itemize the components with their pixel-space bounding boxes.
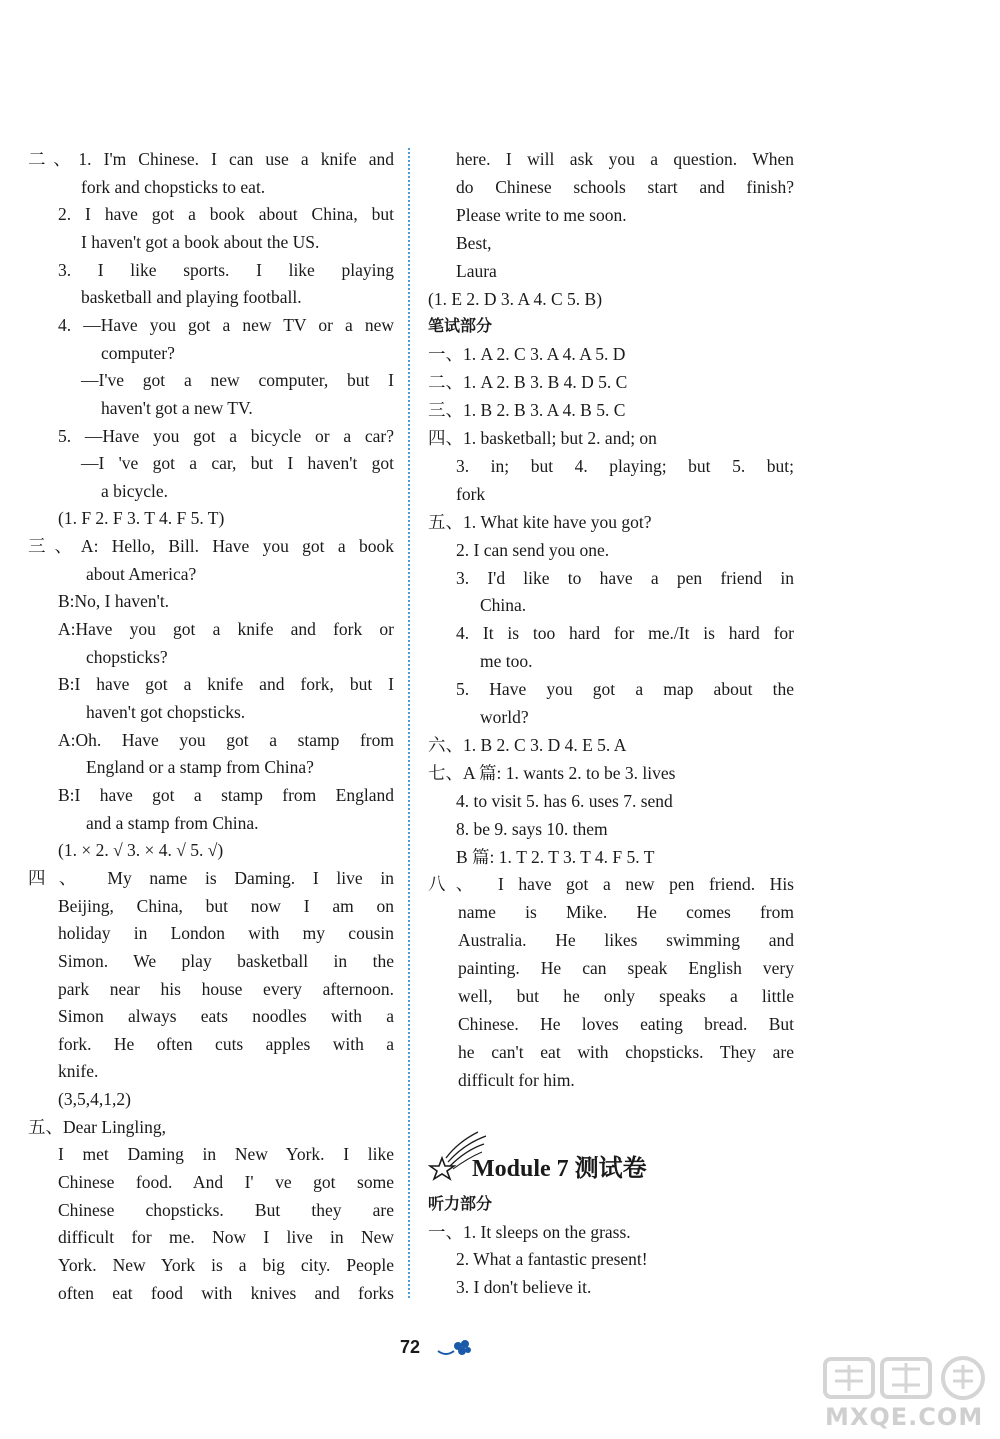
answer-line: China. xyxy=(480,595,527,616)
answer-line: I met Daming in New York. I like xyxy=(58,1144,394,1165)
answer-line: fork. He often cuts apples with a xyxy=(58,1033,394,1054)
answer-line: difficult for him. xyxy=(458,1069,575,1090)
answer-line: holiday in London with my cousin xyxy=(58,923,394,944)
answer-line: (1. E 2. D 3. A 4. C 5. B) xyxy=(428,288,603,309)
answer-line: Chinese food. And I' ve got some xyxy=(58,1172,394,1193)
flower-ornament-icon xyxy=(436,1337,472,1359)
answer-line: haven't got a new TV. xyxy=(101,397,253,418)
answer-line: 听力部分 xyxy=(428,1194,493,1213)
answer-line: B:No, I haven't. xyxy=(58,591,170,612)
answer-line: 三、1. B 2. B 3. A 4. B 5. C xyxy=(428,400,626,421)
watermark-site: MXQE.COM xyxy=(825,1403,984,1431)
watermark-logo-icon xyxy=(820,1355,995,1400)
answer-line: 四、1. basketball; but 2. and; on xyxy=(428,428,657,448)
answer-line: 五、Dear Lingling, xyxy=(28,1116,167,1137)
answer-line: (1. × 2. √ 3. × 4. √ 5. √) xyxy=(58,840,224,861)
answer-line: B:I have got a knife and fork, but I xyxy=(58,674,394,695)
column-divider xyxy=(408,148,410,1298)
answer-line: do Chinese schools start and finish? xyxy=(456,176,794,197)
module-heading xyxy=(428,1128,794,1188)
answer-line: (1. F 2. F 3. T 4. F 5. T) xyxy=(58,508,225,529)
answer-line: Australia. He likes swimming and xyxy=(458,930,794,951)
answer-line: Simon. We play basketball in the xyxy=(58,950,394,971)
answer-line: 三、A: Hello, Bill. Have you got a book xyxy=(28,536,394,557)
answer-line: haven't got chopsticks. xyxy=(86,702,246,722)
answer-line: 二、1. I'm Chinese. I can use a knife and xyxy=(28,149,394,169)
answer-line: 八、 I have got a new pen friend. His xyxy=(428,874,794,895)
answer-line: about America? xyxy=(86,563,197,584)
answer-line: fork xyxy=(456,483,486,504)
answer-line: 七、A 篇: 1. wants 2. to be 3. lives xyxy=(428,762,676,783)
answer-line: chopsticks? xyxy=(86,646,168,667)
answer-line: park near his house every afternoon. xyxy=(58,978,394,999)
answer-line: 一、1. A 2. C 3. A 4. A 5. D xyxy=(428,344,626,365)
answer-line: 3. in; but 4. playing; but 5. but; xyxy=(456,455,794,476)
answer-line: Simon always eats noodles with a xyxy=(58,1006,394,1027)
answer-line: —I've got a new computer, but I xyxy=(81,370,394,391)
answer-line: well, but he only speaks a little xyxy=(458,986,794,1006)
page-number: 72 xyxy=(400,1337,421,1357)
answer-line: 2. I can send you one. xyxy=(456,539,610,560)
answer-line: Laura xyxy=(456,260,497,281)
answer-line: 六、1. B 2. C 3. D 4. E 5. A xyxy=(428,734,627,755)
answer-line: me too. xyxy=(480,651,533,672)
answer-line: 3. I like sports. I like playing xyxy=(58,259,394,280)
answer-line: often eat food with knives and forks xyxy=(58,1282,394,1303)
answer-line: Beijing, China, but now I am on xyxy=(58,895,394,916)
answer-line: 4. —Have you got a new TV or a new xyxy=(58,314,394,335)
answer-line: basketball and playing football. xyxy=(81,287,302,308)
answer-line: 2. I have got a book about China, but xyxy=(58,204,394,225)
answer-line: he can't eat with chopsticks. They are xyxy=(458,1041,794,1062)
answer-line: 笔试部分 xyxy=(428,316,493,336)
answer-line: 二、1. A 2. B 3. B 4. D 5. C xyxy=(428,372,628,393)
module-title: Module 7 测试卷 xyxy=(472,1156,647,1182)
answer-line: 3. I don't believe it. xyxy=(456,1276,592,1297)
answer-line: here. I will ask you a question. When xyxy=(456,149,794,169)
answer-line: England or a stamp from China? xyxy=(86,757,314,778)
answer-line: Chinese chopsticks. But they are xyxy=(58,1199,394,1220)
answer-line: Best, xyxy=(456,232,492,253)
watermark xyxy=(820,1355,995,1435)
answer-line: 2. What a fantastic present! xyxy=(456,1249,648,1269)
answer-line: 5. —Have you got a bicycle or a car? xyxy=(58,425,394,446)
answer-line: Chinese. He loves eating bread. But xyxy=(458,1013,794,1034)
answer-line: A:Oh. Have you got a stamp from xyxy=(58,729,394,750)
answer-line: 一、1. It sleeps on the grass. xyxy=(428,1221,631,1242)
answer-line: (3,5,4,1,2) xyxy=(58,1089,131,1110)
answer-line: 8. be 9. says 10. them xyxy=(456,818,608,839)
answer-line: and a stamp from China. xyxy=(86,812,259,833)
answer-line: 四、 My name is Daming. I live in xyxy=(28,867,394,888)
answer-line: Please write to me soon. xyxy=(456,204,627,225)
answer-line: name is Mike. He comes from xyxy=(458,902,794,923)
answer-line: —I 've got a car, but I haven't got xyxy=(81,453,394,474)
answer-line: B 篇: 1. T 2. T 3. T 4. F 5. T xyxy=(456,846,655,867)
answer-line: B:I have got a stamp from England xyxy=(58,784,394,805)
answer-line: 4. It is too hard for me./It is hard for xyxy=(456,623,794,644)
answer-line: 五、1. What kite have you got? xyxy=(428,511,652,532)
answer-line: fork and chopsticks to eat. xyxy=(81,176,266,197)
answer-line: 5. Have you got a map about the xyxy=(456,679,794,700)
answer-line: A:Have you got a knife and fork or xyxy=(58,619,394,640)
answer-line: difficult for me. Now I live in New xyxy=(58,1227,394,1248)
answer-line: world? xyxy=(480,707,529,727)
answer-line: 4. to visit 5. has 6. uses 7. send xyxy=(456,790,673,811)
answer-line: York. New York is a big city. People xyxy=(58,1255,394,1275)
answer-line: I haven't got a book about the US. xyxy=(81,231,320,252)
answer-line: painting. He can speak English very xyxy=(458,958,794,979)
answer-line: knife. xyxy=(58,1061,99,1082)
answer-line: computer? xyxy=(101,342,175,363)
answer-line: a bicycle. xyxy=(101,480,169,501)
answer-line: 3. I'd like to have a pen friend in xyxy=(456,567,794,588)
